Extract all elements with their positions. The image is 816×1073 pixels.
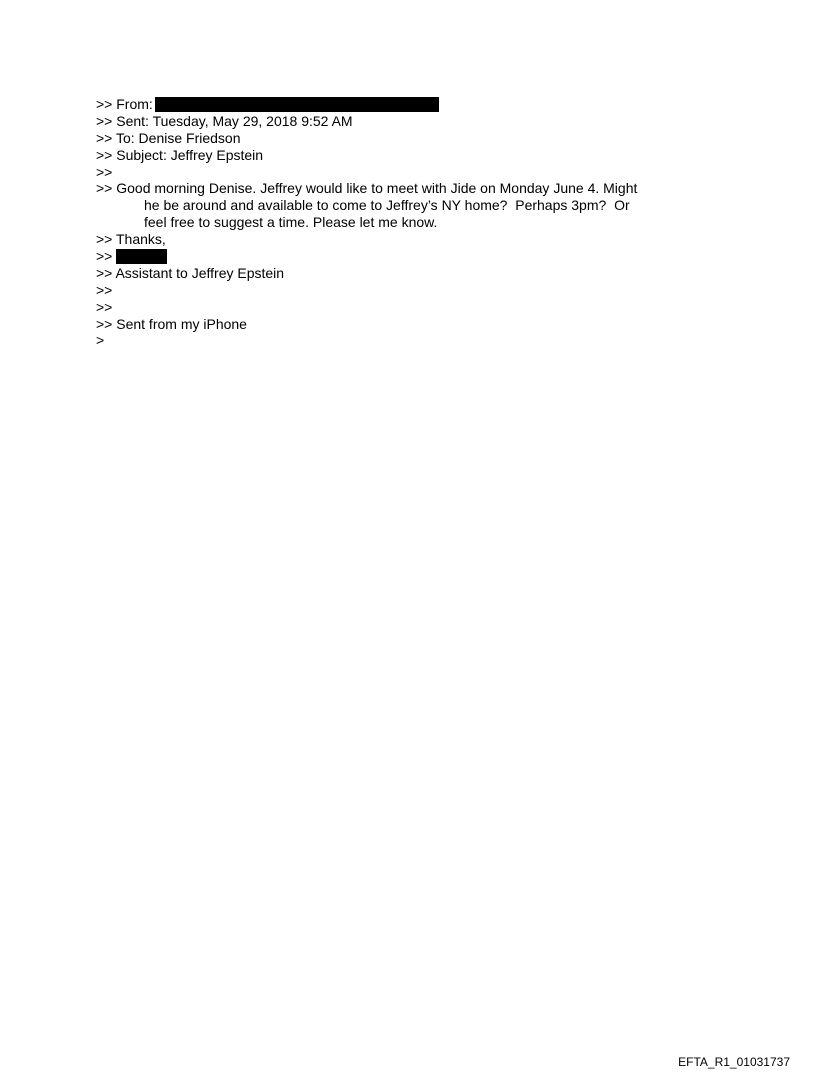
from-label: >> From: [96, 96, 153, 112]
blank-quote-line: >> [96, 163, 113, 180]
blank-quote-line: >> [96, 298, 113, 315]
email-body [96, 96, 696, 349]
thanks-line: >> Thanks, [96, 231, 166, 248]
sent-from-line: >> Sent from my iPhone [96, 315, 247, 332]
assistant-line: >> Assistant to Jeffrey Epstein [96, 264, 285, 281]
blank-quote-line: >> [96, 281, 113, 298]
subject-line: >> Subject: Jeffrey Epstein [96, 146, 264, 163]
redaction-box [116, 249, 167, 264]
sent-line: >> Sent: Tuesday, May 29, 2018 9:52 AM [96, 112, 353, 129]
end-quote-line: > [96, 332, 105, 349]
signature-prefix: >> [96, 248, 117, 265]
body-line: feel free to suggest a time. Please let me know. [144, 214, 438, 231]
signature-line [96, 248, 696, 265]
document-id: EFTA_R1_01031737 [678, 1055, 790, 1069]
body-line: he be around and available to come to Jeffrey’s NY home? Perhaps 3pm? Or [144, 197, 630, 214]
to-line: >> To: Denise Friedson [96, 129, 241, 146]
body-line: >> Good morning Denise. Jeffrey would like to meet with Jide on Monday June 4. Might [96, 180, 638, 197]
from-line [96, 96, 696, 113]
redaction-box [155, 97, 439, 112]
